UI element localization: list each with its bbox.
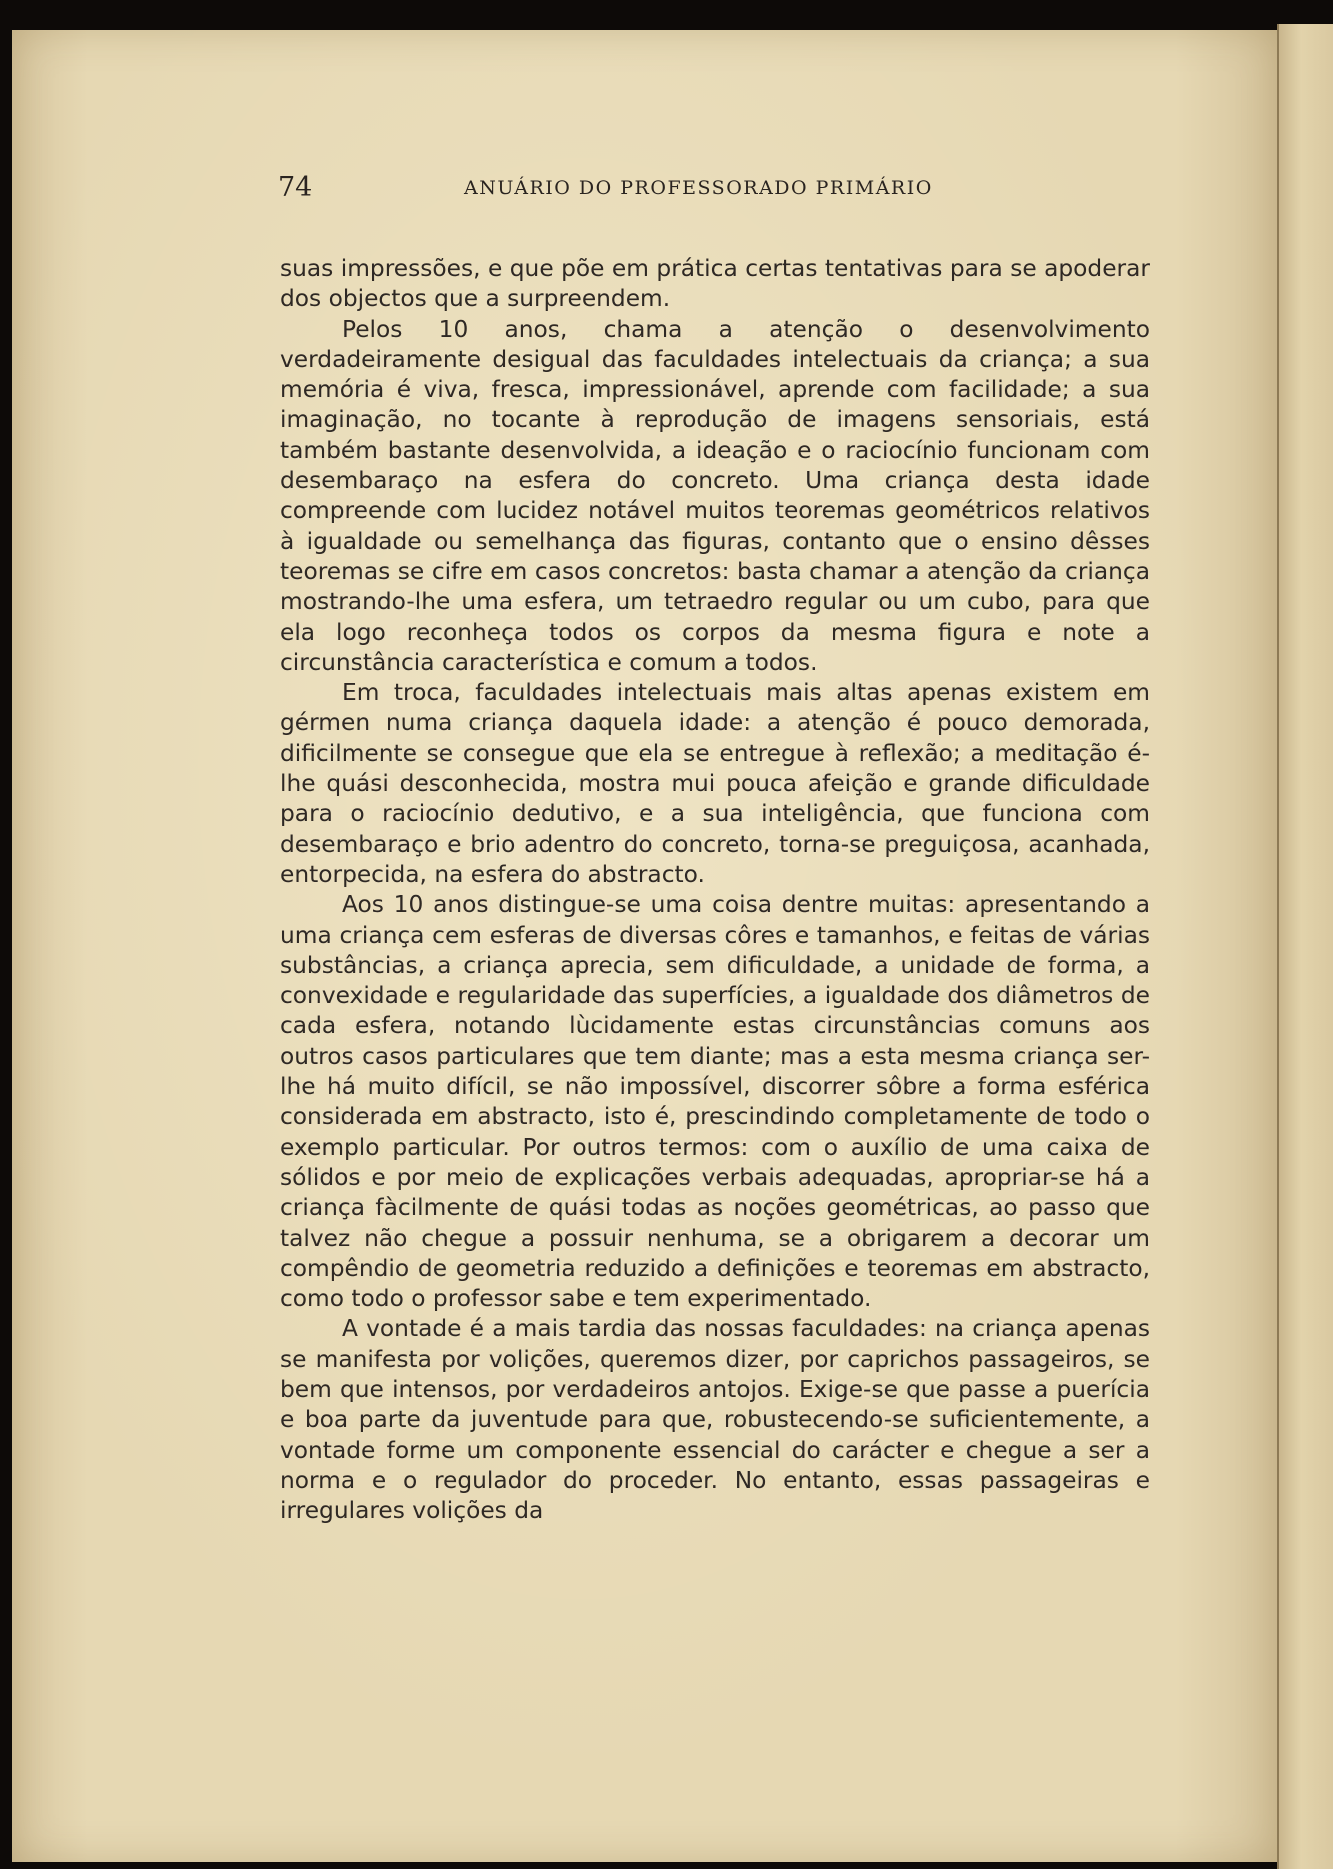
running-head-title: ANUÁRIO DO PROFESSORADO PRIMÁRIO (464, 177, 933, 199)
paragraph: suas impressões, e que põe em prática certas tentativas para se apoderar dos objectos que a surpreendem. (280, 255, 1150, 313)
paragraph: Aos 10 anos distingue-se uma coisa dentre muitas: apresentando a uma criança cem esferas de diversas côres e tamanhos, e feitas de várias substâncias, a criança aprecia, sem dificuldade, a unidade de forma, a convexidade e regularidade das superfícies, a igualdade dos diâmetros de cada esfera, notando lùcidamente estas circunstâncias comuns aos outros casos particulares que tem diante; mas a esta mesma criança ser-lhe há muito difícil, se não impossível, discorrer sôbre a forma esférica considerada em abstracto, isto é, prescindindo completamente de todo o exemplo particular. Por outros termos: com o auxílio de uma caixa de sólidos e por meio de explicações verbais adequadas, apropriar-se há a criança fàcilmente de quási todas as noções geométricas, ao passo que talvez não chegue a possuir nenhuma, se a obrigarem a decorar um compêndio de geometria reduzido a definições e teoremas em abstracto, como todo o professor sabe e tem experimentado. (280, 891, 1150, 1313)
running-head (278, 172, 1148, 202)
page-number: 74 (278, 172, 313, 203)
body-text (280, 254, 1150, 1526)
paragraph: Pelos 10 anos, chama a atenção o desenvolvimento verdadeiramente desigual das faculdades intelectuais da criança; a sua memória é viva, fresca, impressionável, aprende com facilidade; a sua imaginação, no tocante à reprodução de imagens sensoriais, está também bastante desenvolvida, a ideação e o raciocínio funcionam com desembaraço na esfera do concreto. Uma criança desta idade compreende com lucidez notável muitos teoremas geométricos relativos à igualdade ou semelhança das figuras, contanto que o ensino dêsses teoremas se cifre em casos concretos: basta chamar a atenção da criança mostrando-lhe uma esfera, um tetraedro regular ou um cubo, para que ela logo reconheça todos os corpos da mesma figura e note a circunstância característica e comum a todos. (280, 315, 1150, 676)
paragraph: Em troca, faculdades intelectuais mais altas apenas existem em gérmen numa criança daquela idade: a atenção é pouco demorada, dificilmente se consegue que ela se entregue à reflexão; a meditação é-lhe quási desconhecida, mostra mui pouca afeição e grande dificuldade para o raciocínio dedutivo, e a sua inteligência, que funciona com desembaraço e brio adentro do concreto, torna-se preguiçosa, acanhada, entorpecida, na esfera do abstracto. (280, 679, 1150, 888)
next-page-edge (1277, 24, 1333, 1869)
paragraph: A vontade é a mais tardia das nossas faculdades: na criança apenas se manifesta por volições, queremos dizer, por caprichos passageiros, se bem que intensos, por verdadeiros antojos. Exige-se que passe a puerícia e boa parte da juventude para que, robustecendo-se suficientemente, a vontade forme um componente essencial do carácter e chegue a ser a norma e o regulador do proceder. No entanto, essas passageiras e irregulares volições da (280, 1315, 1150, 1525)
